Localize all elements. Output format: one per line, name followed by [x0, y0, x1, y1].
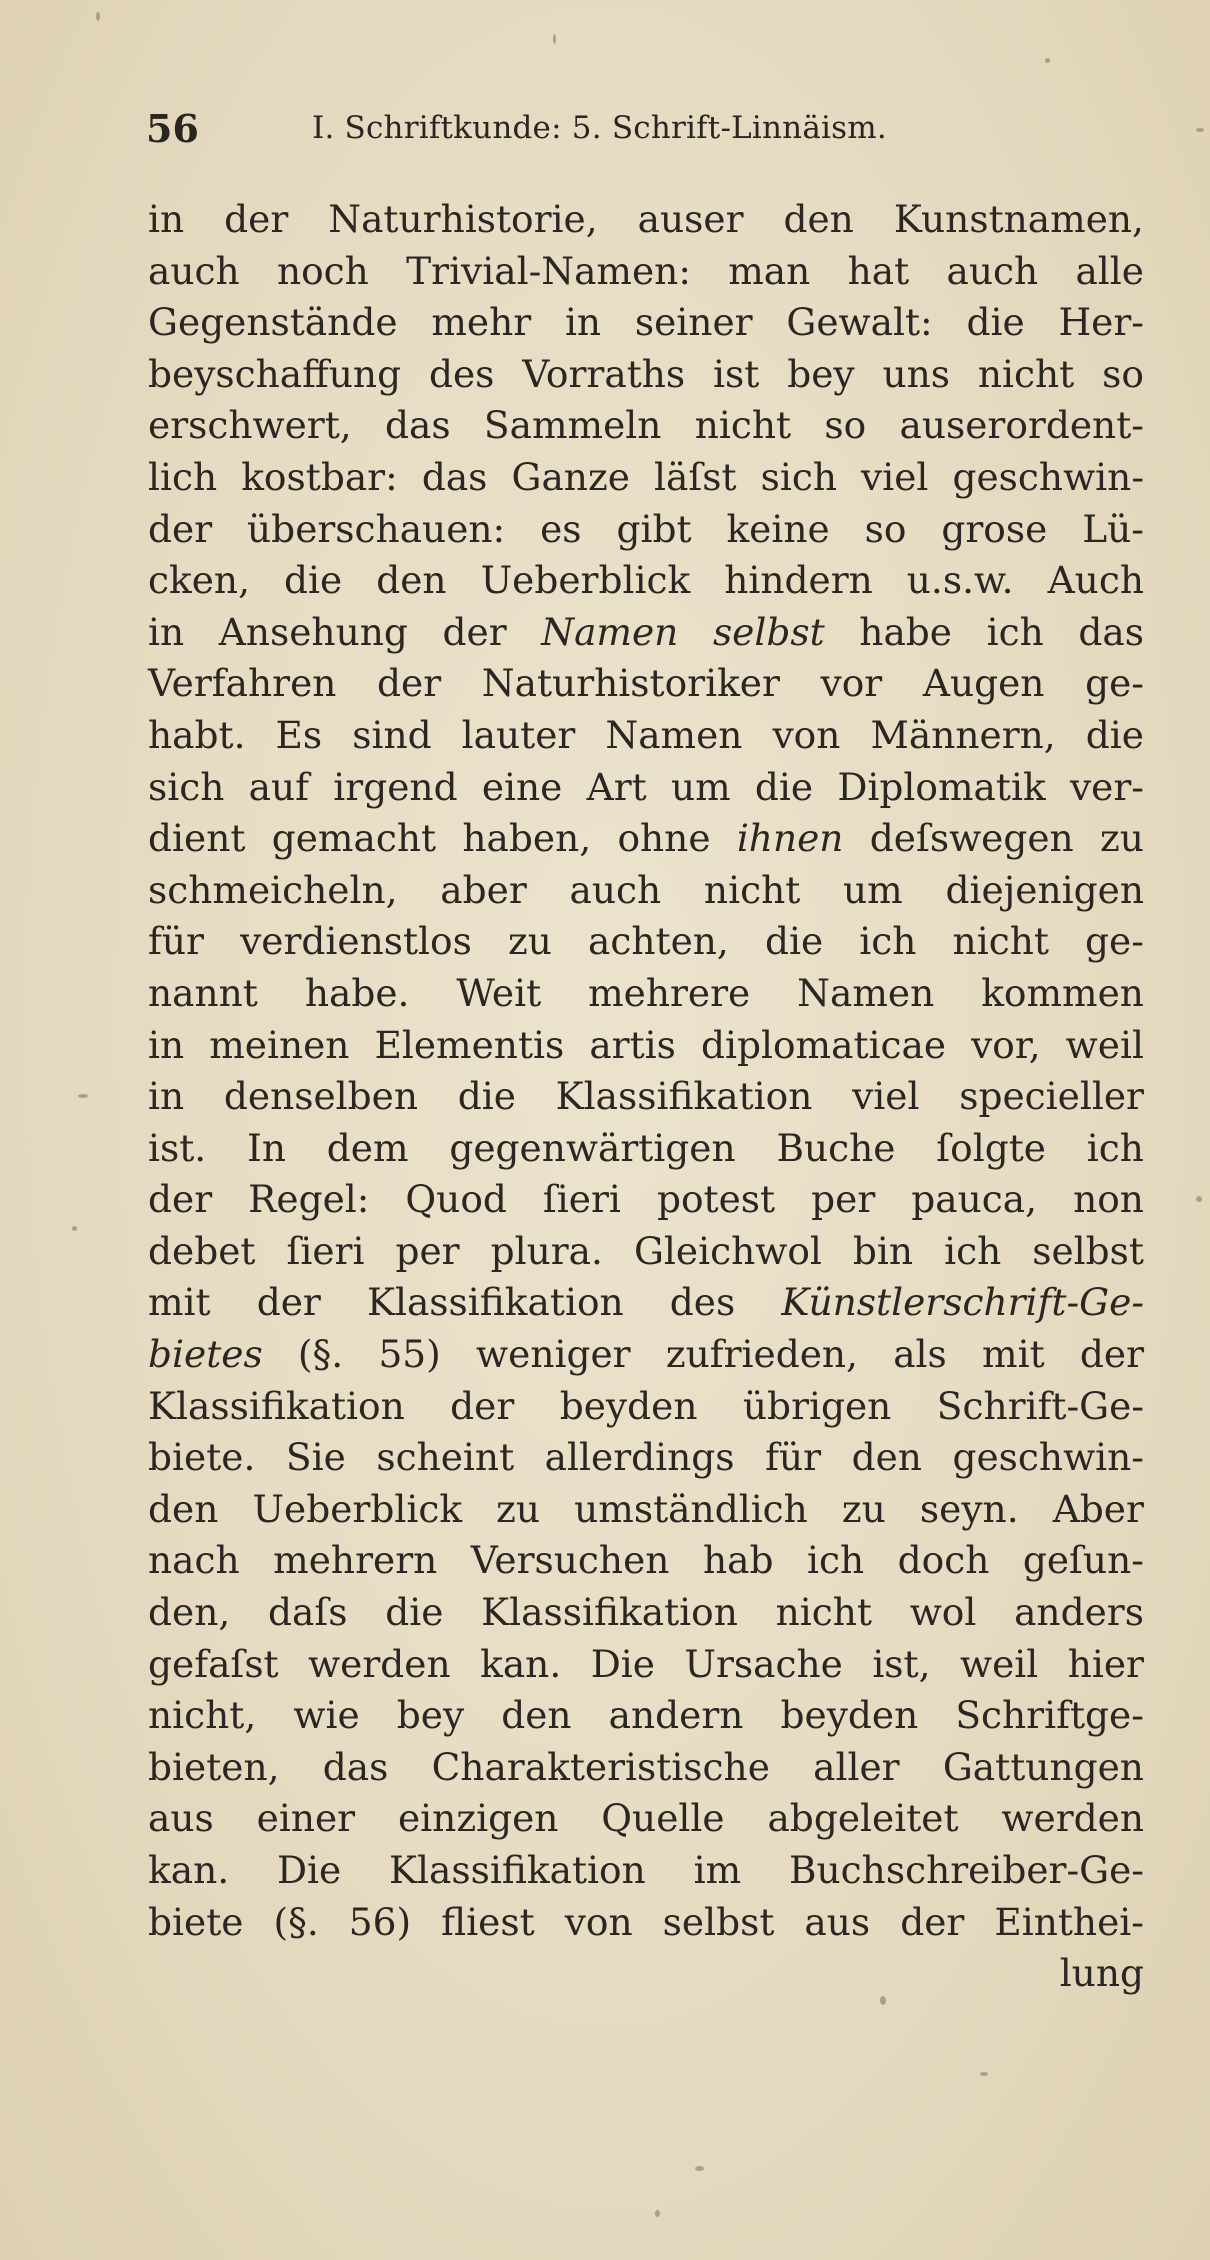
word: viel [861, 454, 929, 499]
word: potest [656, 1177, 776, 1222]
word: beyden [780, 1693, 919, 1738]
word: Aber [1052, 1486, 1144, 1531]
word: Namen [541, 609, 679, 654]
word: schmeicheln, [148, 867, 398, 912]
word: Regel: [248, 1177, 370, 1222]
word: viel [852, 1074, 920, 1119]
word: abgeleitet [767, 1796, 959, 1841]
word: doch [897, 1538, 990, 1583]
word: gegenwärtigen [449, 1125, 736, 1170]
word: ist, [872, 1641, 931, 1686]
text-line [148, 1690, 1144, 1742]
word: Klassifikation [366, 1280, 624, 1325]
word: selbst [662, 1899, 775, 1944]
word: vor, [971, 1022, 1041, 1067]
word: des [669, 1280, 736, 1325]
text-line [148, 1897, 1144, 1949]
word: Diplomatik [837, 764, 1046, 809]
word: uns [882, 351, 950, 396]
body-text [148, 194, 1144, 2000]
word: im [693, 1848, 742, 1892]
word: eine [481, 764, 563, 809]
text-line [148, 1432, 1144, 1484]
word: die [284, 558, 343, 603]
word: specieller [959, 1074, 1144, 1119]
word: Naturhistorie, [328, 197, 598, 241]
word: als [893, 1332, 947, 1377]
word: Quod [405, 1177, 507, 1222]
word: pauca, [911, 1177, 1038, 1222]
word: selbst [712, 609, 825, 654]
word: Lü- [1082, 506, 1144, 551]
word: Weit [456, 970, 542, 1015]
word: um [670, 764, 731, 809]
text-line [148, 1071, 1144, 1123]
word: Buchschreiber-Ge- [788, 1848, 1144, 1892]
word: In [247, 1125, 286, 1170]
word: zu [496, 1486, 541, 1531]
running-head [0, 100, 1210, 160]
word: Klassifikation [148, 1383, 405, 1428]
word: das [322, 1744, 389, 1789]
word: dem [326, 1125, 409, 1170]
word: weniger [476, 1332, 631, 1377]
word: Sammeln [483, 403, 662, 448]
word: einer [256, 1796, 356, 1841]
word: des [428, 351, 495, 396]
word: bey [396, 1693, 465, 1738]
word: per [811, 1177, 876, 1222]
word: einzigen [397, 1796, 559, 1841]
word: geſun- [1022, 1538, 1144, 1583]
word: Sie [285, 1435, 346, 1480]
text-line [148, 504, 1144, 556]
word: Elementis [374, 1022, 565, 1067]
word: Augen [922, 661, 1045, 706]
word: denselben [223, 1074, 419, 1119]
word: artis [589, 1022, 676, 1067]
word: allerdings [544, 1435, 735, 1480]
word: die [1085, 712, 1144, 757]
word: der [450, 1383, 515, 1428]
text-line [148, 1793, 1144, 1845]
word: Kunstnamen, [893, 197, 1144, 241]
word: ge- [1085, 661, 1144, 706]
word: nicht, [148, 1693, 257, 1738]
word: der [900, 1899, 965, 1944]
word: Ursache [684, 1641, 843, 1686]
word: es [540, 506, 582, 551]
word: bin [852, 1228, 914, 1273]
word: aller [813, 1744, 900, 1789]
word: hab [702, 1538, 774, 1583]
word: habt. [148, 712, 246, 757]
word: u.s.w. [906, 558, 1014, 603]
word: Verfahren [148, 661, 337, 706]
word: Schriftge- [955, 1693, 1144, 1738]
word: der [442, 609, 507, 654]
word: habe [859, 609, 953, 654]
word: nach [148, 1538, 240, 1583]
word: per [395, 1228, 460, 1273]
word: non [1073, 1177, 1144, 1222]
word: der [148, 506, 213, 551]
word: Auch [1047, 558, 1144, 603]
word: wie [293, 1693, 360, 1738]
word: Einthei- [994, 1899, 1144, 1944]
word: Ganze [511, 454, 630, 499]
word: kan. [480, 1641, 562, 1686]
word: Die [590, 1641, 655, 1686]
word: Charakteristische [431, 1744, 770, 1789]
word: das [385, 403, 451, 448]
text-line [148, 1484, 1144, 1536]
word: fliest [441, 1899, 535, 1944]
word: (§. [273, 1899, 319, 1944]
word: auch [569, 867, 662, 912]
word: nicht [694, 403, 792, 448]
word: nicht [952, 919, 1049, 964]
word: Die [276, 1848, 342, 1892]
word: ich [859, 919, 917, 964]
word: kan. [148, 1848, 230, 1892]
word: so [824, 403, 867, 448]
word: Gewalt: [786, 300, 933, 345]
word: scheint [376, 1435, 515, 1480]
word: deſswegen [869, 816, 1074, 861]
text-line [148, 1277, 1144, 1329]
word: zufrieden, [665, 1332, 858, 1377]
text-line [148, 1174, 1144, 1226]
word: auser [637, 197, 744, 241]
word: auf [248, 764, 310, 809]
text-line [148, 607, 1144, 659]
word: grose [941, 506, 1048, 551]
word: verdienstlos [240, 919, 472, 964]
text-line [148, 813, 1144, 865]
word: cken, [148, 558, 250, 603]
word: alle [1075, 248, 1144, 293]
word: so [1102, 351, 1144, 396]
word: vor [820, 661, 883, 706]
word: 56) [348, 1899, 412, 1944]
word: Ueberblick [252, 1486, 463, 1531]
text-line [148, 1123, 1144, 1175]
word: hier [1067, 1641, 1144, 1686]
word: die [457, 1074, 516, 1119]
word: plura. [490, 1228, 603, 1273]
word: Buche [776, 1125, 896, 1170]
word: diplomaticae [700, 1022, 947, 1067]
text-line [148, 1226, 1144, 1278]
word: hat [847, 248, 910, 293]
word: diejenigen [945, 867, 1144, 912]
word: in [564, 300, 602, 345]
word: achten, [588, 919, 729, 964]
catchword-line [148, 1948, 1144, 2000]
word: man [728, 248, 811, 293]
word: auch [148, 248, 240, 293]
word: ge- [1085, 919, 1144, 964]
word: läſst [653, 454, 737, 499]
word: kostbar: [241, 454, 398, 499]
word: irgend [333, 764, 458, 809]
word: mehrern [273, 1538, 438, 1583]
word: für [148, 919, 204, 964]
word: biete [148, 1899, 244, 1944]
word: Gattungen [942, 1744, 1144, 1789]
word: auserordent- [899, 403, 1144, 448]
word: der [148, 1177, 213, 1222]
word: die [385, 1590, 444, 1635]
word: zu [1100, 816, 1144, 861]
word: seiner [634, 300, 753, 345]
word: ich [806, 1538, 865, 1583]
word: der [377, 661, 442, 706]
word: Namen [797, 970, 935, 1015]
word: biete. [148, 1435, 256, 1480]
word: die [764, 919, 824, 964]
text-line [148, 762, 1144, 814]
word: Vorraths [522, 351, 686, 396]
word: den [376, 558, 447, 603]
word: die [966, 300, 1025, 345]
word: nannt [148, 970, 258, 1015]
word: Künstlerschrift-Ge- [781, 1280, 1144, 1325]
word: um [843, 867, 903, 912]
word: Namen [605, 712, 743, 757]
word: das [421, 454, 488, 499]
word: den [501, 1693, 572, 1738]
text-line [148, 1329, 1144, 1381]
text-line [148, 1639, 1144, 1691]
word: so [864, 506, 907, 551]
word: den [851, 1435, 922, 1480]
text-line [148, 1845, 1144, 1897]
word: Her- [1058, 300, 1144, 345]
word: Schrift-Ge- [936, 1383, 1144, 1428]
word: Gleichwol [633, 1228, 822, 1273]
text-line [148, 246, 1144, 298]
word: werden [1001, 1796, 1144, 1841]
word: geschwin- [952, 454, 1144, 499]
word: die [754, 764, 814, 809]
text-line [148, 555, 1144, 607]
text-line [148, 297, 1144, 349]
word: den, [148, 1590, 231, 1635]
word: haben, [462, 816, 592, 861]
word: aus [804, 1899, 871, 1944]
word: mit [982, 1332, 1045, 1377]
text-line [148, 968, 1144, 1020]
word: Es [275, 712, 323, 757]
word: Art [586, 764, 647, 809]
word: meinen [209, 1022, 350, 1067]
word: bietes [148, 1332, 263, 1377]
word: ohne [617, 816, 711, 861]
word: 55) [378, 1332, 441, 1377]
word: lauter [461, 712, 576, 757]
word: keine [726, 506, 830, 551]
word: habe. [304, 970, 410, 1015]
text-line [148, 865, 1144, 917]
word: ist. [148, 1125, 207, 1170]
text-line [148, 1020, 1144, 1072]
word: Klassifikation [555, 1074, 813, 1119]
text-line [148, 1587, 1144, 1639]
word: nicht [977, 351, 1075, 396]
word: sich [148, 764, 225, 809]
word: aber [440, 867, 527, 912]
word: in [148, 609, 185, 654]
word: bey [787, 351, 855, 396]
word: nicht [703, 867, 801, 912]
text-line [148, 916, 1144, 968]
word: werden [308, 1641, 451, 1686]
word: mehr [431, 300, 532, 345]
word: der [224, 197, 289, 241]
word: in [148, 1022, 185, 1067]
word: seyn. [919, 1486, 1019, 1531]
word: hindern [724, 558, 873, 603]
word: ſieri [286, 1228, 365, 1273]
word: das [1078, 609, 1144, 654]
word: gibt [616, 506, 692, 551]
text-line [148, 1381, 1144, 1433]
word: kommen [981, 970, 1144, 1015]
word: lich [148, 454, 218, 499]
text-line [148, 349, 1144, 401]
word: mehrere [588, 970, 751, 1015]
word: in [148, 197, 185, 241]
word: Klassifikation [389, 1848, 646, 1892]
word: bieten, [148, 1744, 280, 1789]
text-line [148, 452, 1144, 504]
word: aus [148, 1796, 214, 1841]
word: den [148, 1486, 219, 1531]
word: selbst [1032, 1228, 1144, 1273]
word: dient [148, 816, 246, 861]
word: andern [608, 1693, 744, 1738]
text-line [148, 658, 1144, 710]
word: zu [841, 1486, 886, 1531]
page-number: 56 [146, 106, 199, 151]
text-line [148, 400, 1144, 452]
text-line [148, 194, 1144, 246]
word: nicht [775, 1590, 872, 1635]
word: zu [507, 919, 552, 964]
word: den [783, 197, 854, 241]
word: wol [909, 1590, 977, 1635]
word: Gegenstände [148, 300, 398, 345]
word: gefaſst [148, 1641, 279, 1686]
catchword: lung [1059, 1951, 1144, 1996]
running-head-title: I. Schriftkunde: 5. Schrift-Linnäism. [312, 110, 887, 146]
word: weil [959, 1641, 1039, 1686]
word: Männern, [870, 712, 1056, 757]
word: von [564, 1899, 633, 1944]
text-line [148, 710, 1144, 762]
word: umständlich [574, 1486, 808, 1531]
word: in [148, 1074, 185, 1119]
word: ſieri [542, 1177, 621, 1222]
word: ich [944, 1228, 1002, 1273]
word: daſs [268, 1590, 348, 1635]
word: anders [1014, 1590, 1144, 1635]
word: Klassifikation [481, 1590, 738, 1635]
word: Versuchen [470, 1538, 670, 1583]
word: noch [276, 248, 369, 293]
word: ihnen [736, 816, 844, 861]
word: geschwin- [952, 1435, 1144, 1480]
word: Quelle [601, 1796, 725, 1841]
word: ſolgte [936, 1125, 1046, 1170]
word: mit [148, 1280, 211, 1325]
word: gemacht [271, 816, 437, 861]
word: weil [1065, 1022, 1144, 1067]
word: Ansehung [218, 609, 408, 654]
word: ich [986, 609, 1044, 654]
word: (§. [297, 1332, 344, 1377]
word: ist [713, 351, 760, 396]
word: ich [1086, 1125, 1144, 1170]
word: erschwert, [148, 403, 352, 448]
word: beyschaffung [148, 351, 402, 396]
text-line [148, 1742, 1144, 1794]
word: der [1079, 1332, 1144, 1377]
word: überschauen: [247, 506, 506, 551]
word: sich [760, 454, 837, 499]
word: von [772, 712, 841, 757]
word: beyden [559, 1383, 698, 1428]
word: ver- [1069, 764, 1144, 809]
word: übrigen [742, 1383, 892, 1428]
text-line [148, 1535, 1144, 1587]
word: debet [148, 1228, 256, 1273]
word: Naturhistoriker [481, 661, 780, 706]
word: sind [352, 712, 432, 757]
word: auch [946, 248, 1039, 293]
word: Ueberblick [480, 558, 691, 603]
word: der [256, 1280, 321, 1325]
word: für [765, 1435, 822, 1480]
word: Trivial-Namen: [406, 248, 691, 293]
